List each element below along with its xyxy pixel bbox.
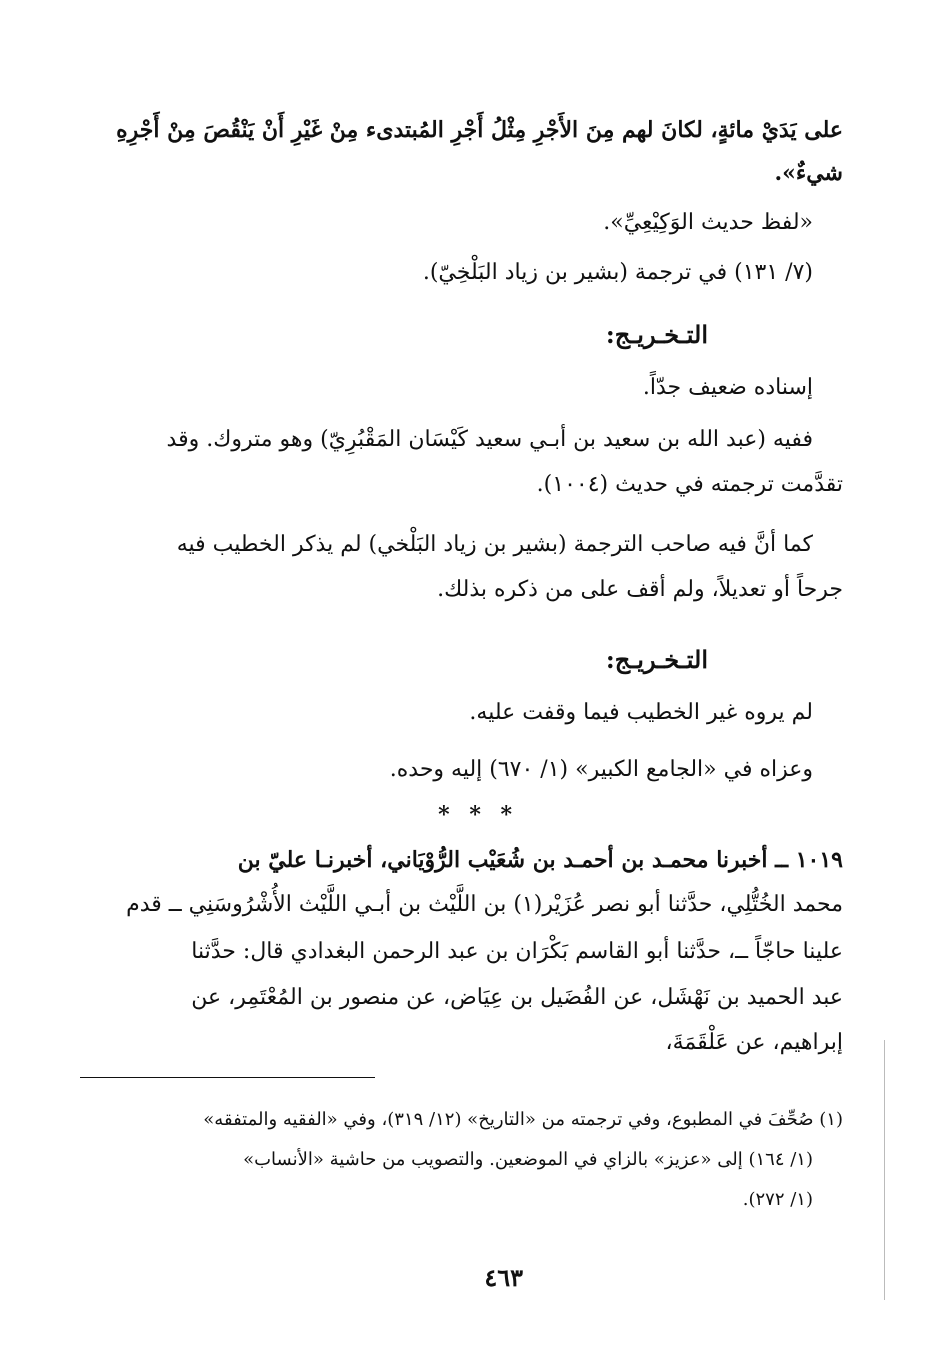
- text-line: ففيه (عبد الله بن سعيد بن أبـي سعيد كَيْسَان المَقْبُرِيّ) وهو متروك. وقد: [166, 427, 813, 452]
- footnote-line: (١) صُحِّفَ في المطبوع، وفي ترجمته من «التاريخ» (١٢/ ٣١٩)، وفي «الفقيه والمتفقه»: [203, 1109, 843, 1130]
- footnote-line: (١/ ١٦٤) إلى «عزيز» بالزاي في الموضعين. والتصويب من حاشية «الأنساب»: [243, 1149, 813, 1170]
- text-line: على يَدَيْ مائةٍ، لكانَ لهم مِنَ الأَجْرِ مِثْلُ أَجْرِ المُبتدىء مِنْ غَيْرِ أَنْ يَنْقُصَ مِنْ أَجْرِهِ: [116, 117, 843, 143]
- page-number: ٤٦٣: [484, 1263, 523, 1292]
- hadith-line: ١٠١٩ ــ أخبرنا محمـد بن أحمـد بن شُعَيْب الرُّوْيَاني، أخبرنـا عليّ بن: [237, 847, 843, 873]
- section-heading: التـخـريـج:: [605, 645, 708, 674]
- hadith-line: علينا حاجّاً ــ، حدَّثنا أبو القاسم بَكْرَان بن عبد الرحمن البغدادي قال: حدَّثنا: [191, 939, 843, 964]
- footnote-line: (١/ ٢٧٢).: [742, 1189, 813, 1210]
- hadith-line: محمد الخُتُّلِي، حدَّثنا أبو نصر عُزَيْر(١) بن اللَّيْث بن أبـي اللَّيْث الأُشْرُوسَنِي ــ قدم: [126, 892, 843, 917]
- footnote-rule: [80, 1077, 375, 1078]
- book-page: [80, 95, 843, 1331]
- text-line: لم يروه غير الخطيب فيما وقفت عليه.: [469, 700, 813, 725]
- text-line: شيءٌ».: [774, 160, 843, 186]
- scan-margin-line: [884, 1040, 885, 1300]
- text-line: تقدَّمت ترجمته في حديث (١٠٠٤).: [536, 472, 843, 497]
- text-line: وعزاه في «الجامع الكبير» (١/ ٦٧٠) إليه وحده.: [389, 757, 813, 782]
- hadith-line: إبراهيم، عن عَلْقَمَةَ،: [665, 1030, 843, 1055]
- hadith-line: عبد الحميد بن نَهْشَل، عن الفُضَيل بن عِيَاض، عن منصور بن المُعْتَمِر، عن: [191, 985, 843, 1010]
- section-separator: * * *: [438, 802, 518, 828]
- quote-line: «لفظ حديث الوَكِيْعِيِّ».: [603, 210, 813, 235]
- text-line: جرحاً أو تعديلاً، ولم أقف على من ذكره بذلك.: [437, 577, 843, 602]
- text-line: كما أنَّ فيه صاحب الترجمة (بشير بن زياد البَلْخي) لم يذكر الخطيب فيه: [176, 532, 813, 557]
- text-line: إسناده ضعيف جدّاً.: [642, 375, 813, 400]
- section-heading: التـخـريـج:: [605, 320, 708, 349]
- reference-line: (٧/ ١٣١) في ترجمة (بشير بن زياد البَلْخِيّ).: [422, 260, 813, 285]
